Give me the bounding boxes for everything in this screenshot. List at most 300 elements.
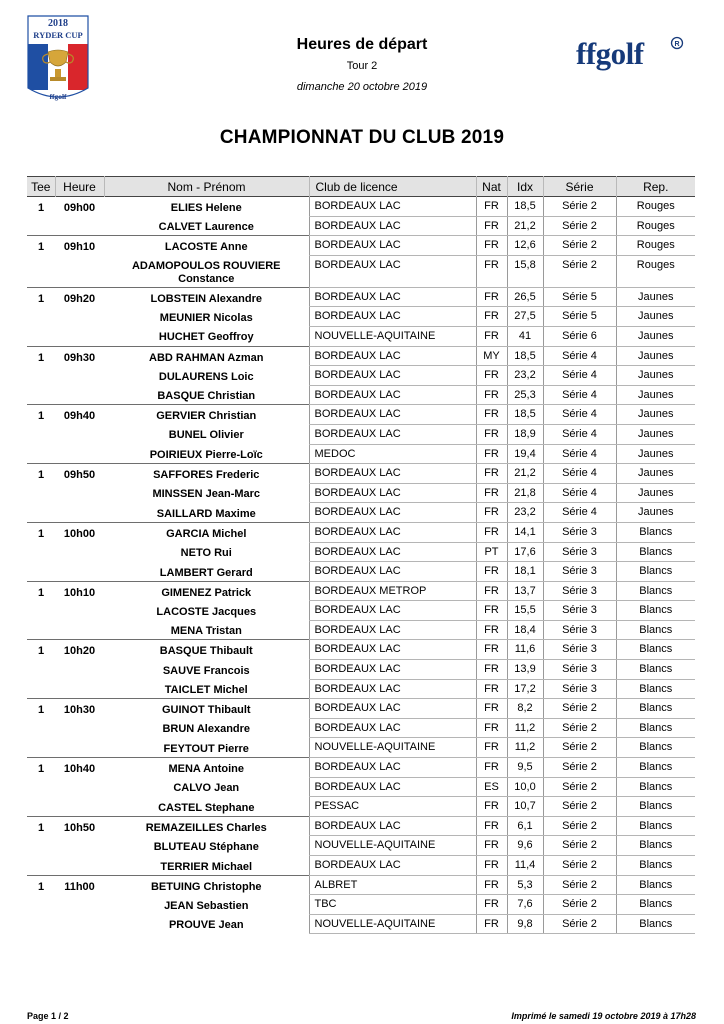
player-name-cell: CALVO Jean xyxy=(173,782,240,795)
heure-cell xyxy=(55,255,104,287)
player-name-cell: SAUVE Francois xyxy=(162,664,250,677)
index-cell: 9,5 xyxy=(507,758,543,778)
table-row xyxy=(27,601,695,621)
club-cell: BORDEAUX LAC xyxy=(309,483,476,503)
heure-cell xyxy=(55,797,104,817)
tee-marker-cell: Blancs xyxy=(616,522,695,542)
table-row xyxy=(27,640,695,660)
nationality-cell: FR xyxy=(476,797,507,817)
heure-cell: 09h10 xyxy=(63,241,96,254)
serie-cell: Série 3 xyxy=(543,660,616,680)
club-cell: BORDEAUX LAC xyxy=(309,601,476,621)
nationality-cell: FR xyxy=(476,581,507,601)
nationality-cell: FR xyxy=(476,836,507,856)
club-cell: BORDEAUX LAC xyxy=(309,620,476,640)
serie-cell: Série 2 xyxy=(543,255,616,287)
club-cell: BORDEAUX LAC xyxy=(309,699,476,719)
serie-cell: Série 3 xyxy=(543,601,616,621)
index-cell: 41 xyxy=(507,326,543,346)
nationality-cell: MY xyxy=(476,346,507,366)
table-row xyxy=(27,444,695,464)
index-cell: 25,3 xyxy=(507,385,543,405)
heure-cell xyxy=(55,562,104,582)
heure-cell xyxy=(55,216,104,236)
table-row xyxy=(27,255,695,287)
club-cell: BORDEAUX LAC xyxy=(309,758,476,778)
heure-cell xyxy=(55,601,104,621)
tee-cell xyxy=(27,307,55,327)
player-name-cell: BLUTEAU Stéphane xyxy=(153,840,259,853)
tee-cell: 1 xyxy=(37,763,45,776)
player-name-cell: GERVIER Christian xyxy=(156,410,257,423)
nationality-cell: FR xyxy=(476,856,507,876)
table-row xyxy=(27,679,695,699)
tee-cell xyxy=(27,679,55,699)
index-cell: 23,2 xyxy=(507,503,543,523)
player-name-cell: MENA Tristan xyxy=(170,625,242,638)
tee-marker-cell: Rouges xyxy=(616,255,695,287)
tee-cell xyxy=(27,914,55,934)
tee-marker-cell: Jaunes xyxy=(616,287,695,307)
player-name-cell: LAMBERT Gerard xyxy=(159,566,253,579)
table-row xyxy=(27,797,695,817)
nationality-cell: FR xyxy=(476,660,507,680)
club-cell: BORDEAUX LAC xyxy=(309,424,476,444)
tee-marker-cell: Blancs xyxy=(616,856,695,876)
tee-marker-cell: Blancs xyxy=(616,620,695,640)
table-row xyxy=(27,738,695,758)
index-cell: 15,8 xyxy=(507,255,543,287)
serie-cell: Série 2 xyxy=(543,875,616,895)
serie-cell: Série 2 xyxy=(543,216,616,236)
index-cell: 10,7 xyxy=(507,797,543,817)
table-row xyxy=(27,424,695,444)
heure-cell xyxy=(55,503,104,523)
serie-cell: Série 2 xyxy=(543,836,616,856)
serie-cell: Série 4 xyxy=(543,424,616,444)
player-name-cell: HUCHET Geoffroy xyxy=(158,331,254,344)
index-cell: 18,9 xyxy=(507,424,543,444)
player-name-cell: GIMENEZ Patrick xyxy=(161,586,252,599)
index-cell: 27,5 xyxy=(507,307,543,327)
serie-cell: Série 3 xyxy=(543,581,616,601)
index-cell: 7,6 xyxy=(507,895,543,915)
nationality-cell: FR xyxy=(476,385,507,405)
tee-cell xyxy=(27,503,55,523)
nationality-cell: FR xyxy=(476,307,507,327)
index-cell: 9,6 xyxy=(507,836,543,856)
tee-cell xyxy=(27,562,55,582)
heure-cell xyxy=(55,424,104,444)
tee-marker-cell: Blancs xyxy=(616,816,695,836)
table-row xyxy=(27,366,695,386)
index-cell: 11,2 xyxy=(507,738,543,758)
nationality-cell: FR xyxy=(476,914,507,934)
tee-marker-cell: Blancs xyxy=(616,640,695,660)
tee-marker-cell: Blancs xyxy=(616,718,695,738)
heure-cell xyxy=(55,366,104,386)
heure-cell: 09h00 xyxy=(63,202,96,214)
player-name-cell: PROUVE Jean xyxy=(168,919,244,932)
heure-cell xyxy=(55,738,104,758)
player-name-cell: NETO Rui xyxy=(180,547,232,559)
table-row xyxy=(27,660,695,680)
nationality-cell: FR xyxy=(476,424,507,444)
table-row xyxy=(27,346,695,366)
heure-cell xyxy=(55,914,104,934)
nationality-cell: FR xyxy=(476,562,507,582)
table-row xyxy=(27,197,695,217)
tee-marker-cell: Blancs xyxy=(616,738,695,758)
table-row xyxy=(27,699,695,719)
tee-marker-cell: Rouges xyxy=(616,216,695,236)
tee-marker-cell: Rouges xyxy=(616,236,695,256)
player-name-cell: CALVET Laurence xyxy=(158,221,254,234)
index-cell: 5,3 xyxy=(507,875,543,895)
index-cell: 21,8 xyxy=(507,483,543,503)
tee-cell: 1 xyxy=(37,292,45,305)
tee-marker-cell: Blancs xyxy=(616,895,695,915)
table-row xyxy=(27,856,695,876)
index-cell: 14,1 xyxy=(507,522,543,542)
club-cell: BORDEAUX LAC xyxy=(309,385,476,405)
club-cell: BORDEAUX LAC xyxy=(309,366,476,386)
club-cell: BORDEAUX LAC xyxy=(309,503,476,523)
serie-cell: Série 4 xyxy=(543,464,616,484)
header-title: Heures de départ xyxy=(296,36,428,53)
col-header-rep: Rep. xyxy=(616,177,695,197)
player-name-cell: REMAZEILLES Charles xyxy=(145,821,267,834)
player-name-cell: LACOSTE Anne xyxy=(164,241,248,254)
tee-marker-cell: Blancs xyxy=(616,758,695,778)
table-row xyxy=(27,542,695,562)
tee-marker-cell: Blancs xyxy=(616,914,695,934)
club-cell: ALBRET xyxy=(309,875,476,895)
player-name-cell: ABD RAHMAN Azman xyxy=(149,351,264,364)
heure-cell: 10h20 xyxy=(63,645,96,658)
player-name-cell: MEUNIER Nicolas xyxy=(159,311,253,324)
index-cell: 18,5 xyxy=(507,346,543,366)
serie-cell: Série 3 xyxy=(543,620,616,640)
table-row xyxy=(27,464,695,484)
club-cell: BORDEAUX LAC xyxy=(309,255,476,287)
heure-cell xyxy=(55,679,104,699)
index-cell: 12,6 xyxy=(507,236,543,256)
player-name-cell: BASQUE Thibault xyxy=(159,645,253,658)
heure-cell xyxy=(55,856,104,876)
club-cell: BORDEAUX LAC xyxy=(309,405,476,425)
tee-cell xyxy=(27,444,55,464)
index-cell: 11,2 xyxy=(507,718,543,738)
player-name-cell: CASTEL Stephane xyxy=(158,801,255,814)
footer-page-number: Page 1 / 2 xyxy=(27,1011,69,1021)
tee-cell xyxy=(27,326,55,346)
player-name-cell: LOBSTEIN Alexandre xyxy=(150,292,262,305)
tee-marker-cell: Jaunes xyxy=(616,424,695,444)
club-cell: BORDEAUX LAC xyxy=(309,640,476,660)
tee-cell: 1 xyxy=(37,527,45,540)
nationality-cell: FR xyxy=(476,875,507,895)
index-cell: 13,7 xyxy=(507,581,543,601)
serie-cell: Série 4 xyxy=(543,385,616,405)
club-cell: BORDEAUX LAC xyxy=(309,307,476,327)
club-cell: BORDEAUX LAC xyxy=(309,542,476,562)
index-cell: 23,2 xyxy=(507,366,543,386)
nationality-cell: FR xyxy=(476,640,507,660)
table-row xyxy=(27,236,695,256)
tee-cell xyxy=(27,660,55,680)
tee-marker-cell: Blancs xyxy=(616,542,695,562)
nationality-cell: FR xyxy=(476,236,507,256)
svg-text:R: R xyxy=(674,41,680,48)
heure-cell: 09h50 xyxy=(63,469,96,482)
tee-marker-cell: Blancs xyxy=(616,777,695,797)
heure-cell xyxy=(55,660,104,680)
club-cell: BORDEAUX LAC xyxy=(309,197,476,217)
svg-text:RYDER CUP: RYDER CUP xyxy=(33,30,83,40)
nationality-cell: ES xyxy=(476,777,507,797)
col-header-tee: Tee xyxy=(27,177,55,197)
heure-cell xyxy=(55,307,104,327)
heure-cell: 11h00 xyxy=(64,880,95,893)
club-cell: BORDEAUX LAC xyxy=(309,660,476,680)
tee-cell: 1 xyxy=(37,880,45,893)
start-times-table xyxy=(27,176,695,934)
player-name-cell: ELIES Helene xyxy=(170,202,242,214)
serie-cell: Série 4 xyxy=(543,346,616,366)
tee-cell xyxy=(27,542,55,562)
index-cell: 18,5 xyxy=(507,197,543,217)
table-row xyxy=(27,620,695,640)
heure-cell: 09h20 xyxy=(63,292,96,305)
serie-cell: Série 4 xyxy=(543,483,616,503)
table-row xyxy=(27,914,695,934)
tee-cell xyxy=(27,856,55,876)
heure-cell xyxy=(55,777,104,797)
serie-cell: Série 3 xyxy=(543,562,616,582)
club-cell: BORDEAUX LAC xyxy=(309,718,476,738)
tee-cell xyxy=(27,385,55,405)
index-cell: 18,1 xyxy=(507,562,543,582)
serie-cell: Série 3 xyxy=(543,679,616,699)
tee-marker-cell: Blancs xyxy=(616,836,695,856)
player-name-cell: TERRIER Michael xyxy=(160,860,253,873)
tee-cell: 1 xyxy=(37,241,45,254)
tee-cell xyxy=(27,366,55,386)
tee-cell xyxy=(27,216,55,236)
table-row xyxy=(27,816,695,836)
serie-cell: Série 2 xyxy=(543,856,616,876)
tee-cell: 1 xyxy=(37,202,45,214)
col-header-idx: Idx xyxy=(507,177,543,197)
index-cell: 11,4 xyxy=(507,856,543,876)
club-cell: BORDEAUX LAC xyxy=(309,216,476,236)
index-cell: 6,1 xyxy=(507,816,543,836)
svg-text:2018: 2018 xyxy=(48,18,68,29)
svg-text:ffgolf: ffgolf xyxy=(49,92,67,101)
player-name-cell: SAFFORES Frederic xyxy=(153,469,260,482)
nationality-cell: FR xyxy=(476,718,507,738)
tee-marker-cell: Blancs xyxy=(616,679,695,699)
nationality-cell: FR xyxy=(476,366,507,386)
table-row xyxy=(27,836,695,856)
table-row xyxy=(27,777,695,797)
nationality-cell: FR xyxy=(476,522,507,542)
tee-marker-cell: Jaunes xyxy=(616,366,695,386)
index-cell: 18,5 xyxy=(507,405,543,425)
serie-cell: Série 3 xyxy=(543,542,616,562)
player-name-cell: MENA Antoine xyxy=(168,763,245,776)
header-date: dimanche 20 octobre 2019 xyxy=(296,81,428,93)
heure-cell: 09h30 xyxy=(63,351,96,364)
nationality-cell: FR xyxy=(476,816,507,836)
nationality-cell: FR xyxy=(476,197,507,217)
nationality-cell: PT xyxy=(476,542,507,562)
page-title: CHAMPIONNAT DU CLUB 2019 xyxy=(219,127,505,148)
club-cell: BORDEAUX LAC xyxy=(309,236,476,256)
nationality-cell: FR xyxy=(476,464,507,484)
club-cell: TBC xyxy=(309,895,476,915)
serie-cell: Série 5 xyxy=(543,287,616,307)
player-name-cell: SAILLARD Maxime xyxy=(156,507,256,520)
table-body xyxy=(27,197,695,934)
tee-marker-cell: Jaunes xyxy=(616,483,695,503)
club-cell: BORDEAUX LAC xyxy=(309,562,476,582)
col-header-heure: Heure xyxy=(55,177,104,197)
player-name-cell: POIRIEUX Pierre-Loïc xyxy=(149,449,263,462)
table-row xyxy=(27,522,695,542)
serie-cell: Série 2 xyxy=(543,758,616,778)
tee-cell xyxy=(27,895,55,915)
tee-cell: 1 xyxy=(37,351,45,364)
table-header-row xyxy=(27,177,695,197)
club-cell: BORDEAUX LAC xyxy=(309,777,476,797)
table-row xyxy=(27,307,695,327)
tee-cell xyxy=(27,601,55,621)
club-cell: NOUVELLE-AQUITAINE xyxy=(309,836,476,856)
tee-cell: 1 xyxy=(37,469,45,482)
col-header-serie: Série xyxy=(543,177,616,197)
nationality-cell: FR xyxy=(476,503,507,523)
col-header-nom: Nom - Prénom xyxy=(104,177,309,197)
heure-cell xyxy=(55,718,104,738)
player-name-cell: BETUING Christophe xyxy=(150,880,262,893)
tee-cell xyxy=(27,718,55,738)
tee-marker-cell: Blancs xyxy=(616,699,695,719)
col-header-nat: Nat xyxy=(476,177,507,197)
club-cell: NOUVELLE-AQUITAINE xyxy=(309,326,476,346)
club-cell: NOUVELLE-AQUITAINE xyxy=(309,914,476,934)
serie-cell: Série 4 xyxy=(543,444,616,464)
heure-cell xyxy=(55,326,104,346)
serie-cell: Série 2 xyxy=(543,797,616,817)
nationality-cell: FR xyxy=(476,679,507,699)
index-cell: 17,6 xyxy=(507,542,543,562)
index-cell: 17,2 xyxy=(507,679,543,699)
heure-cell xyxy=(55,483,104,503)
heure-cell xyxy=(55,542,104,562)
nationality-cell: FR xyxy=(476,405,507,425)
tee-marker-cell: Jaunes xyxy=(616,444,695,464)
serie-cell: Série 2 xyxy=(543,895,616,915)
ffgolf-logo-text: ffgolf xyxy=(576,36,644,71)
tee-marker-cell: Blancs xyxy=(616,601,695,621)
club-cell: BORDEAUX LAC xyxy=(309,287,476,307)
tee-marker-cell: Blancs xyxy=(616,660,695,680)
serie-cell: Série 2 xyxy=(543,718,616,738)
player-name-cell: GUINOT Thibault xyxy=(161,704,251,717)
serie-cell: Série 2 xyxy=(543,197,616,217)
serie-cell: Série 3 xyxy=(543,640,616,660)
player-name-cell: FEYTOUT Pierre xyxy=(163,742,249,755)
nationality-cell: FR xyxy=(476,287,507,307)
tee-cell: 1 xyxy=(37,821,45,834)
serie-cell: Série 6 xyxy=(543,326,616,346)
heure-cell: 10h30 xyxy=(63,704,96,717)
heure-cell: 10h50 xyxy=(63,821,96,834)
nationality-cell: FR xyxy=(476,738,507,758)
serie-cell: Série 4 xyxy=(543,366,616,386)
table-row xyxy=(27,875,695,895)
tee-cell xyxy=(27,777,55,797)
tee-marker-cell: Rouges xyxy=(616,197,695,217)
nationality-cell: FR xyxy=(476,601,507,621)
table-row xyxy=(27,326,695,346)
serie-cell: Série 3 xyxy=(543,522,616,542)
nationality-cell: FR xyxy=(476,758,507,778)
heure-cell: 09h40 xyxy=(63,410,96,423)
index-cell: 11,6 xyxy=(507,640,543,660)
player-name-cell: BRUN Alexandre xyxy=(162,723,251,736)
col-header-club: Club de licence xyxy=(309,177,476,197)
club-cell: NOUVELLE-AQUITAINE xyxy=(309,738,476,758)
index-cell: 21,2 xyxy=(507,216,543,236)
player-name-cell: GARCIA Michel xyxy=(166,527,247,540)
index-cell: 13,9 xyxy=(507,660,543,680)
table-row xyxy=(27,895,695,915)
club-cell: PESSAC xyxy=(309,797,476,817)
serie-cell: Série 2 xyxy=(543,816,616,836)
nationality-cell: FR xyxy=(476,483,507,503)
club-cell: BORDEAUX LAC xyxy=(309,679,476,699)
club-cell: BORDEAUX LAC xyxy=(309,346,476,366)
player-name-cell: BUNEL Olivier xyxy=(168,429,244,442)
heure-cell: 10h40 xyxy=(63,763,96,776)
tee-marker-cell: Jaunes xyxy=(616,405,695,425)
serie-cell: Série 4 xyxy=(543,405,616,425)
club-cell: BORDEAUX LAC xyxy=(309,464,476,484)
heure-cell xyxy=(55,620,104,640)
serie-cell: Série 2 xyxy=(543,914,616,934)
tee-cell: 1 xyxy=(37,704,45,717)
player-name-cell: ADAMOPOULOS ROUVIERE Constance xyxy=(131,260,281,286)
table-row xyxy=(27,287,695,307)
tee-cell xyxy=(27,797,55,817)
table-row xyxy=(27,758,695,778)
tee-marker-cell: Jaunes xyxy=(616,503,695,523)
serie-cell: Série 2 xyxy=(543,699,616,719)
nationality-cell: FR xyxy=(476,444,507,464)
heure-cell xyxy=(55,385,104,405)
tee-marker-cell: Jaunes xyxy=(616,385,695,405)
club-cell: BORDEAUX METROP xyxy=(309,581,476,601)
index-cell: 26,5 xyxy=(507,287,543,307)
player-name-cell: MINSSEN Jean-Marc xyxy=(152,488,261,501)
player-name-cell: BASQUE Christian xyxy=(157,390,256,403)
player-name-cell: TAICLET Michel xyxy=(164,684,248,697)
index-cell: 15,5 xyxy=(507,601,543,621)
table-row xyxy=(27,216,695,236)
